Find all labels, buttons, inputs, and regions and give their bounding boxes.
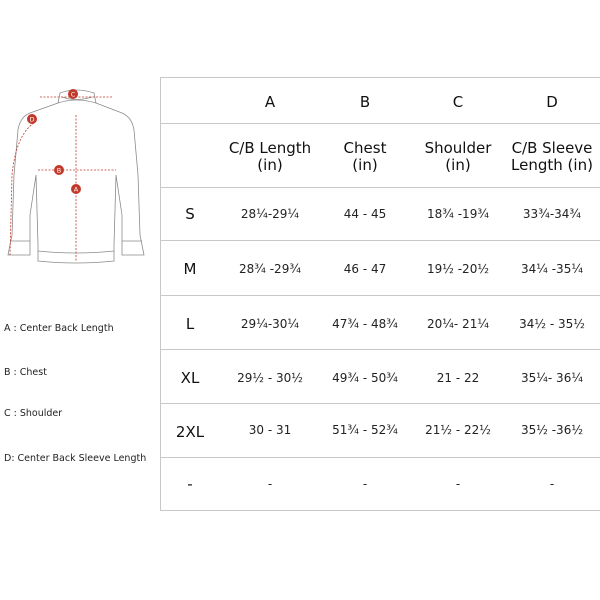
table-cell: 49¾ - 50¾ [332,371,398,385]
table-cell: 44 - 45 [343,207,387,221]
table-cell: 46 - 47 [343,262,387,276]
table-cell: - [549,477,555,491]
column-letter-b: B [359,93,371,111]
marker-b-label: B [56,166,62,175]
table-cell: 34¼ -35¼ [521,262,583,276]
table-divider [160,187,600,188]
marker-c-label: C [70,90,76,99]
table-cell: 47¾ - 48¾ [332,317,398,331]
table-divider [160,77,600,78]
table-divider [160,349,600,350]
column-header-cb-sleeve-length: C/B Sleeve Length (in) [511,139,593,174]
table-cell: 19½ -20½ [427,262,489,276]
size-label-empty: - [187,475,193,493]
size-label-xl: XL [180,369,200,387]
size-label-m: M [183,260,197,278]
legend-chest: B : Chest [4,367,47,378]
column-header-chest: Chest (in) [343,139,387,174]
column-letter-a: A [264,93,276,111]
size-chart-table [160,77,600,511]
table-divider [160,123,600,124]
table-divider [160,403,600,404]
table-cell: 33¾-34¾ [522,207,582,221]
table-cell: 29¼-30¼ [240,317,300,331]
table-cell: 20¼- 21¼ [427,317,489,331]
table-cell: 28¾ -29¾ [239,262,301,276]
table-cell: 30 - 31 [248,423,292,437]
table-divider [160,457,600,458]
marker-a-label: A [73,185,79,194]
legend-center-back-length: A : Center Back Length [4,323,114,334]
table-cell: 18¾ -19¾ [427,207,489,221]
table-cell: 29½ - 30½ [237,371,303,385]
table-cell: 35¼- 36¼ [521,371,583,385]
marker-d-label: D [29,115,35,124]
column-header-cb-length: C/B Length (in) [228,139,312,174]
table-cell: 35½ -36½ [521,423,583,437]
size-label-s: S [185,205,195,223]
table-cell: - [455,477,461,491]
table-cell: 28¼-29¼ [240,207,300,221]
column-header-shoulder: Shoulder (in) [424,139,492,174]
table-cell: 51¾ - 52¾ [332,423,398,437]
table-left-border [160,77,161,511]
table-cell: 21 - 22 [436,371,480,385]
table-cell: - [267,477,273,491]
size-label-2xl: 2XL [175,423,205,441]
table-divider [160,240,600,241]
table-cell: 21½ - 22½ [425,423,491,437]
table-divider [160,295,600,296]
garment-diagram [0,75,160,275]
legend-shoulder: C : Shoulder [4,408,63,419]
column-letter-c: C [452,93,464,111]
column-letter-d: D [546,93,558,111]
table-cell: - [362,477,368,491]
table-divider [160,510,600,511]
legend-sleeve-length: D: Center Back Sleeve Length [4,453,147,464]
table-cell: 34½ - 35½ [519,317,585,331]
size-label-l: L [185,315,195,333]
